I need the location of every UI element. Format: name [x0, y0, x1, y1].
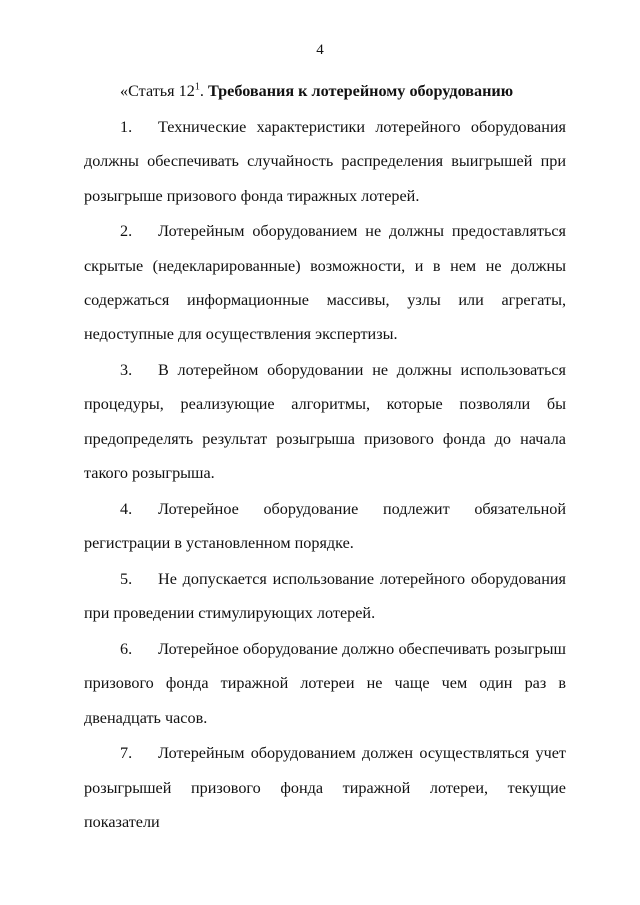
paragraph-4 — [84, 492, 566, 561]
paragraph-text: Лотерейное оборудование должно обеспечивать розыгрыш призового фонда тиражной лотереи не чаще чем один раз в двенадцать часов. — [84, 639, 566, 727]
paragraph-6 — [84, 632, 566, 735]
paragraph-text: Лотерейным оборудованием не должны предоставляться скрытые (недекларированные) возможности, и в нем не должны содержаться информационные массивы, узлы или агрегаты, недоступные для осуществления экспертизы. — [84, 222, 566, 344]
paragraph-number: 4. — [120, 499, 133, 518]
page-number: 4 — [316, 42, 324, 58]
paragraph-7 — [84, 736, 566, 839]
paragraph-1 — [84, 110, 566, 213]
paragraph-number: 1. — [120, 117, 133, 136]
article-heading — [84, 74, 566, 108]
paragraph-text: В лотерейном оборудовании не должны использоваться процедуры, реализующие алгоритмы, которые позволяли бы предопределять результат розыгрыша призового фонда до начала такого розыгрыша. — [84, 361, 566, 483]
paragraph-text: Лотерейное оборудование подлежит обязательной регистрации в установленном порядке. — [84, 499, 566, 553]
paragraph-text: Не допускается использование лотерейного оборудования при проведении стимулирующих лотерей. — [84, 569, 566, 623]
paragraph-3 — [84, 353, 566, 491]
article-superscript: 1 — [194, 81, 200, 93]
paragraph-text: Лотерейным оборудованием должен осуществляться учет розыгрышей призового фонда тиражной лотереи, текущие показатели — [84, 744, 566, 832]
paragraph-number: 7. — [120, 744, 133, 763]
paragraph-text: Технические характеристики лотерейного оборудования должны обеспечивать случайность распределения выигрышей при розыгрыше призового фонда тиражных лотерей. — [84, 117, 566, 205]
article-title: Требования к лотерейному оборудованию — [207, 82, 514, 100]
document-body — [84, 74, 566, 841]
paragraph-number: 5. — [120, 569, 133, 588]
paragraph-5 — [84, 562, 566, 631]
article-separator: . — [199, 82, 208, 100]
paragraph-number: 2. — [120, 222, 133, 241]
paragraph-number: 6. — [120, 639, 133, 658]
article-prefix: «Статья 12 — [120, 82, 195, 100]
paragraph-2 — [84, 214, 566, 352]
paragraph-number: 3. — [120, 361, 133, 380]
